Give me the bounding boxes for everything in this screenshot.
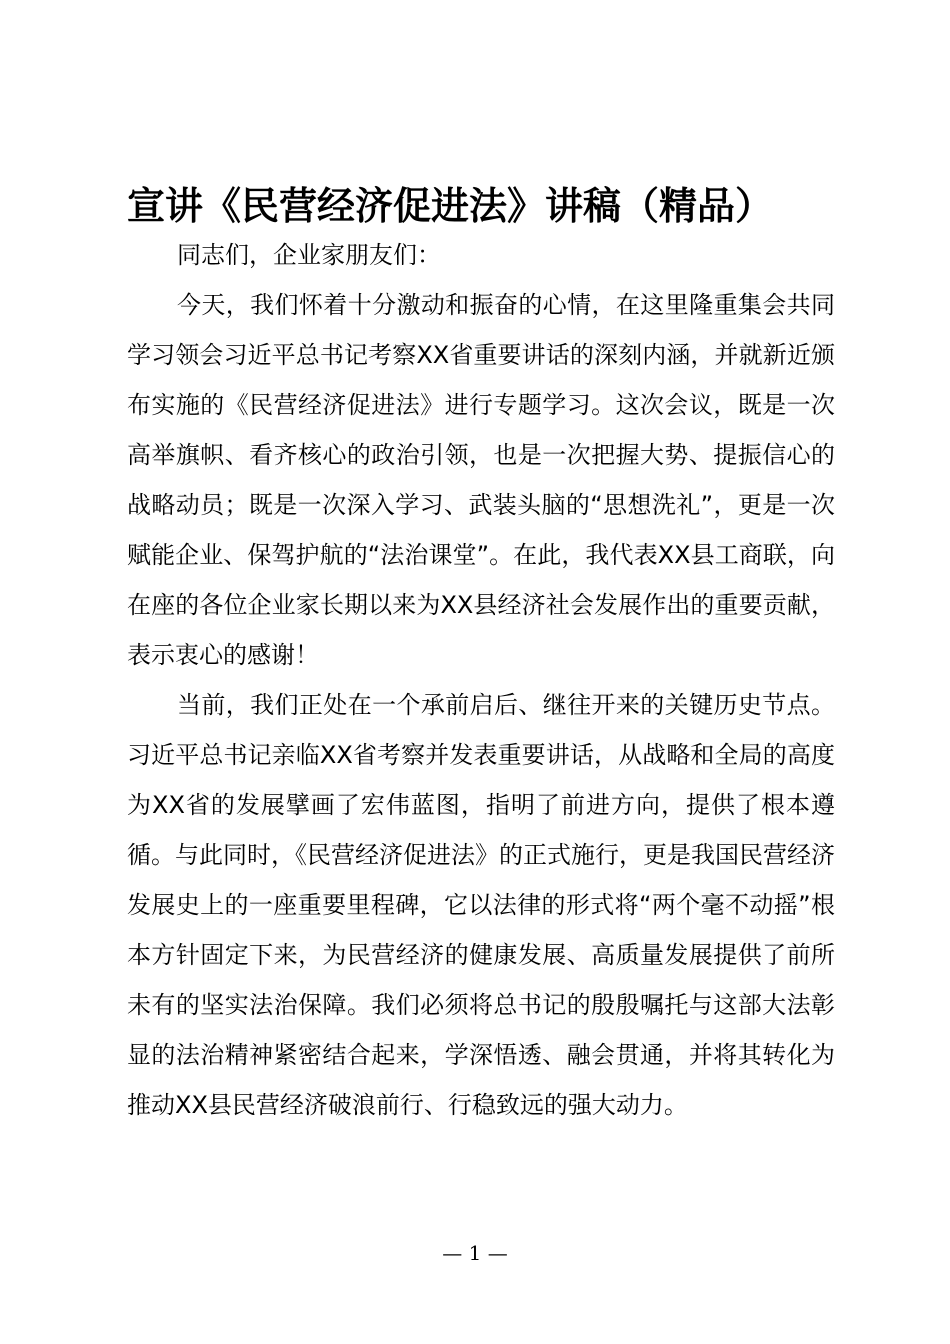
document-body <box>127 230 835 1130</box>
page-number: — 1 — <box>442 1241 508 1265</box>
body-paragraph: 当前，我们正处在一个承前启后、继往开来的关键历史节点。习近平总书记亲临XX省考察并发表重要讲话，从战略和全局的高度为XX省的发展擘画了宏伟蓝图，指明了前进方向，提供了根本遵循。与此同时，《民营经济促进法》的正式施行，更是我国民营经济发展史上的一座重要里程碑，它以法律的形式将“两个毫不动摇”根本方针固定下来，为民营经济的健康发展、高质量发展提供了前所未有的坚实法治保障。我们必须将总书记的殷殷嘱托与这部大法彰显的法治精神紧密结合起来，学深悟透、融会贯通，并将其转化为推动XX县民营经济破浪前行、行稳致远的强大动力。 <box>127 691 835 1119</box>
document-title: 宣讲《民营经济促进法》讲稿（精品） <box>127 183 774 228</box>
salutation-paragraph: 同志们，企业家朋友们： <box>177 241 441 269</box>
body-paragraph: 今天，我们怀着十分激动和振奋的心情，在这里隆重集会共同学习领会习近平总书记考察XX省重要讲话的深刻内涵，并就新近颁布实施的《民营经济促进法》进行专题学习。这次会议，既是一次高举旗帜、看齐核心的政治引领，也是一次把握大势、提振信心的战略动员；既是一次深入学习、武装头脑的“思想洗礼”，更是一次赋能企业、保驾护航的“法治课堂”。在此，我代表XX县工商联，向在座的各位企业家长期以来为XX县经济社会发展作出的重要贡献，表示衷心的感谢！ <box>127 291 835 669</box>
